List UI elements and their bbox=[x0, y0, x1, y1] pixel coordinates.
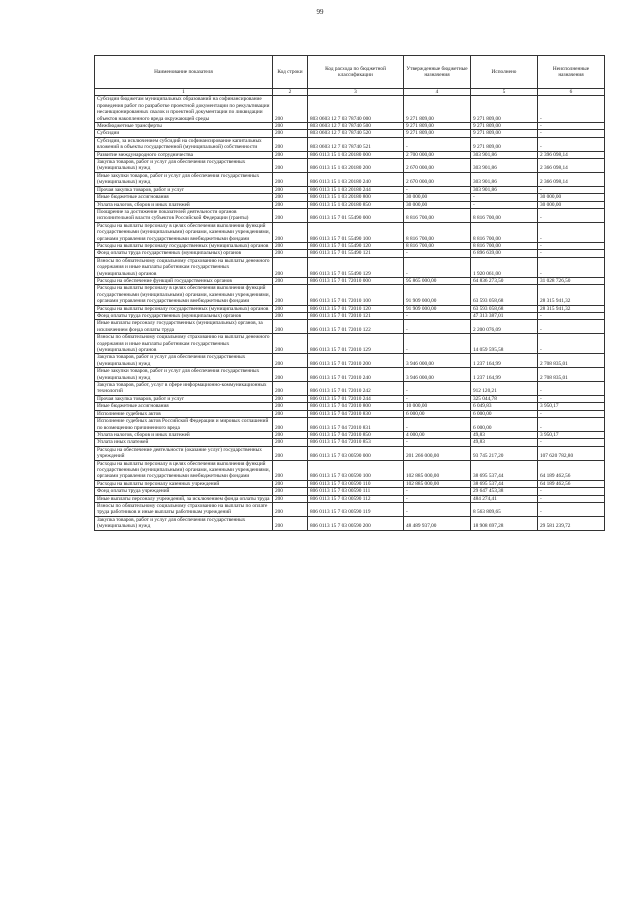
row-approved: - bbox=[404, 313, 471, 320]
row-name: Прочая закупка товаров, работ и услуг bbox=[95, 395, 273, 402]
table-row bbox=[95, 418, 605, 432]
row-unexecuted: - bbox=[538, 137, 605, 151]
row-approved: 3 946 000,00 bbox=[404, 354, 471, 368]
row-unexecuted: - bbox=[538, 313, 605, 320]
row-approved: 201 266 000,00 bbox=[404, 446, 471, 460]
table-row bbox=[95, 354, 605, 368]
row-line-code: 200 bbox=[273, 137, 308, 151]
row-executed: 63 593 058,68 bbox=[471, 305, 538, 312]
row-name: Прочая закупка товаров, работ и услуг bbox=[95, 186, 273, 193]
row-name: Расходы на выплаты персоналу казенных учреждений bbox=[95, 480, 273, 487]
row-line-code: 200 bbox=[273, 305, 308, 312]
row-unexecuted: 3 950,17 bbox=[538, 403, 605, 410]
table-row bbox=[95, 172, 605, 186]
row-name: Закупка товаров, работ и услуг для обеспечения государственных (муниципальных) нужд bbox=[95, 354, 273, 368]
row-unexecuted: - bbox=[538, 334, 605, 354]
row-expense-code: 806 0113 15 7 01 55490 129 bbox=[308, 257, 404, 277]
row-unexecuted: - bbox=[538, 130, 605, 137]
row-approved: - bbox=[404, 137, 471, 151]
table-row bbox=[95, 516, 605, 530]
row-unexecuted: - bbox=[538, 488, 605, 495]
row-approved: - bbox=[404, 320, 471, 334]
row-line-code: 200 bbox=[273, 250, 308, 257]
row-expense-code: 806 0113 15 7 01 72010 100 bbox=[308, 285, 404, 305]
row-line-code: 200 bbox=[273, 151, 308, 158]
row-line-code: 200 bbox=[273, 395, 308, 402]
row-approved: 102 885 000,00 bbox=[404, 460, 471, 480]
row-expense-code: 806 0113 15 7 01 72010 244 bbox=[308, 395, 404, 402]
table-row bbox=[95, 480, 605, 487]
row-name: Расходы на обеспечение функций государственных органов bbox=[95, 277, 273, 284]
row-executed: 93 745 217,20 bbox=[471, 446, 538, 460]
row-name: Иные закупки товаров, работ и услуг для обеспечения государственных (муниципальных) нужд bbox=[95, 172, 273, 186]
row-unexecuted: - bbox=[538, 250, 605, 257]
row-name: Расходы на выплаты персоналу в целях обеспечения выполнения функций государственными (муниципальными) органами, казенными учреждениями, органами управления государственными внебюджетными фондами bbox=[95, 460, 273, 480]
row-name: Иные выплаты персоналу государственных (муниципальных) органов, за исключением фонда оплаты труда bbox=[95, 320, 273, 334]
column-number: 5 bbox=[471, 89, 538, 96]
row-expense-code: 806 0113 15 7 01 72010 129 bbox=[308, 334, 404, 354]
row-executed: 38 695 537,44 bbox=[471, 460, 538, 480]
row-expense-code: 806 0113 15 7 01 55490 100 bbox=[308, 222, 404, 242]
row-approved: 9 271 809,00 bbox=[404, 123, 471, 130]
row-approved: 8 816 700,00 bbox=[404, 208, 471, 222]
table-row bbox=[95, 460, 605, 480]
table-row bbox=[95, 488, 605, 495]
row-line-code: 200 bbox=[273, 431, 308, 438]
table-row bbox=[95, 201, 605, 208]
table-row bbox=[95, 395, 605, 402]
row-expense-code: 806 0113 15 7 01 55490 120 bbox=[308, 242, 404, 249]
row-expense-code: 803 0603 12 7 03 78740 500 bbox=[308, 123, 404, 130]
row-unexecuted: - bbox=[538, 502, 605, 516]
row-unexecuted: - bbox=[538, 257, 605, 277]
table-row bbox=[95, 285, 605, 305]
row-line-code: 200 bbox=[273, 480, 308, 487]
row-unexecuted: - bbox=[538, 418, 605, 432]
row-unexecuted: - bbox=[538, 96, 605, 123]
row-executed: 6 000,00 bbox=[471, 418, 538, 432]
table-row bbox=[95, 502, 605, 516]
table-row bbox=[95, 96, 605, 123]
row-expense-code: 806 0113 15 7 03 00590 200 bbox=[308, 516, 404, 530]
row-line-code: 200 bbox=[273, 130, 308, 137]
column-number-row bbox=[95, 89, 605, 96]
row-executed: 1 237 164,99 bbox=[471, 368, 538, 382]
row-unexecuted: - bbox=[538, 123, 605, 130]
row-executed: 9 271 809,00 bbox=[471, 96, 538, 123]
row-name: Уплата налогов, сборов и иных платежей bbox=[95, 201, 273, 208]
header-approved: Утвержденные бюджетные назначения bbox=[404, 56, 471, 89]
row-line-code: 200 bbox=[273, 242, 308, 249]
row-approved: - bbox=[404, 495, 471, 502]
row-unexecuted: 29 581 239,72 bbox=[538, 516, 605, 530]
table-row bbox=[95, 403, 605, 410]
row-executed: 6 000,00 bbox=[471, 410, 538, 417]
table-row bbox=[95, 250, 605, 257]
header-line-code: Код строки bbox=[273, 56, 308, 89]
header-expense-code: Код расхода по бюджетной классификации bbox=[308, 56, 404, 89]
row-line-code: 200 bbox=[273, 418, 308, 432]
row-unexecuted: 64 189 462,56 bbox=[538, 460, 605, 480]
row-approved: - bbox=[404, 502, 471, 516]
row-line-code: 200 bbox=[273, 502, 308, 516]
row-name: Иные бюджетные ассигнования bbox=[95, 403, 273, 410]
table-row bbox=[95, 151, 605, 158]
row-executed: 8 816 700,00 bbox=[471, 222, 538, 242]
row-approved: 102 885 000,00 bbox=[404, 480, 471, 487]
row-approved: 91 909 000,00 bbox=[404, 285, 471, 305]
row-unexecuted: - bbox=[538, 495, 605, 502]
row-expense-code: 806 0113 15 7 01 72010 242 bbox=[308, 382, 404, 396]
row-name: Иные закупки товаров, работ и услуг для обеспечения государственных (муниципальных) нужд bbox=[95, 368, 273, 382]
row-line-code: 200 bbox=[273, 439, 308, 446]
row-unexecuted: - bbox=[538, 410, 605, 417]
row-executed: 912 120,21 bbox=[471, 382, 538, 396]
row-line-code: 200 bbox=[273, 277, 308, 284]
row-line-code: 200 bbox=[273, 96, 308, 123]
table-row bbox=[95, 320, 605, 334]
row-line-code: 200 bbox=[273, 222, 308, 242]
row-executed: 9 271 809,00 bbox=[471, 123, 538, 130]
row-name: Иные бюджетные ассигнования bbox=[95, 194, 273, 201]
row-approved: - bbox=[404, 382, 471, 396]
row-approved: 8 816 700,00 bbox=[404, 242, 471, 249]
row-executed: 38 695 537,44 bbox=[471, 480, 538, 487]
row-unexecuted: 107 620 782,80 bbox=[538, 446, 605, 460]
row-executed: 49,83 bbox=[471, 431, 538, 438]
row-executed: 8 563 809,65 bbox=[471, 502, 538, 516]
table-row bbox=[95, 382, 605, 396]
row-executed: 6 049,83 bbox=[471, 403, 538, 410]
row-approved: - bbox=[404, 439, 471, 446]
table-row bbox=[95, 313, 605, 320]
row-unexecuted: 2 396 098,14 bbox=[538, 151, 605, 158]
row-approved: - bbox=[404, 250, 471, 257]
row-executed: 18 908 697,28 bbox=[471, 516, 538, 530]
row-executed: - bbox=[471, 194, 538, 201]
row-name: Расходы на выплаты персоналу в целях обеспечения выполнения функций государственными (муниципальными) органами, казенными учреждениями, органами управления государственными внебюджетными фондами bbox=[95, 285, 273, 305]
row-line-code: 200 bbox=[273, 354, 308, 368]
table-row bbox=[95, 334, 605, 354]
row-name: Уплата налогов, сборов и иных платежей bbox=[95, 431, 273, 438]
row-expense-code: 806 0113 15 7 01 72010 120 bbox=[308, 305, 404, 312]
table-row bbox=[95, 222, 605, 242]
table-row bbox=[95, 242, 605, 249]
row-expense-code: 806 0113 15 1 03 20180 800 bbox=[308, 194, 404, 201]
row-expense-code: 806 0113 15 7 03 00590 000 bbox=[308, 446, 404, 460]
row-approved: 30 000,00 bbox=[404, 201, 471, 208]
row-line-code: 200 bbox=[273, 320, 308, 334]
row-name: Исполнение судебных актов bbox=[95, 410, 273, 417]
table-row bbox=[95, 194, 605, 201]
row-expense-code: 806 0113 15 7 01 72010 000 bbox=[308, 277, 404, 284]
row-unexecuted: 28 315 941,32 bbox=[538, 285, 605, 305]
row-name: Поощрение за достижение показателей деятельности органов исполнительной власти субъектов Российской Федерации (гранты) bbox=[95, 208, 273, 222]
row-expense-code: 806 0113 15 1 03 20180 240 bbox=[308, 172, 404, 186]
row-line-code: 200 bbox=[273, 334, 308, 354]
row-expense-code: 803 0603 12 7 03 78740 521 bbox=[308, 137, 404, 151]
row-unexecuted: 64 189 462,56 bbox=[538, 480, 605, 487]
row-line-code: 200 bbox=[273, 488, 308, 495]
row-executed: 14 059 595,58 bbox=[471, 334, 538, 354]
row-executed: 8 816 700,00 bbox=[471, 208, 538, 222]
row-unexecuted: - bbox=[538, 382, 605, 396]
row-approved: - bbox=[404, 334, 471, 354]
header-row bbox=[95, 56, 605, 89]
table-row bbox=[95, 446, 605, 460]
row-approved: - bbox=[404, 418, 471, 432]
row-executed: 6 896 639,00 bbox=[471, 250, 538, 257]
row-unexecuted: 2 366 098,14 bbox=[538, 172, 605, 186]
row-unexecuted: 2 366 098,14 bbox=[538, 159, 605, 173]
row-approved: 9 271 809,00 bbox=[404, 96, 471, 123]
row-expense-code: 806 0113 15 7 01 55490 000 bbox=[308, 208, 404, 222]
row-unexecuted: 2 708 835,01 bbox=[538, 368, 605, 382]
row-approved: 48 489 937,00 bbox=[404, 516, 471, 530]
row-executed: 303 901,86 bbox=[471, 151, 538, 158]
row-expense-code: 806 0113 15 7 01 72010 240 bbox=[308, 368, 404, 382]
row-approved: - bbox=[404, 488, 471, 495]
row-line-code: 200 bbox=[273, 186, 308, 193]
row-expense-code: 806 0113 15 1 03 20180 244 bbox=[308, 186, 404, 193]
row-executed: 484 274,41 bbox=[471, 495, 538, 502]
row-expense-code: 806 0113 15 7 03 00590 100 bbox=[308, 460, 404, 480]
row-line-code: 200 bbox=[273, 495, 308, 502]
row-executed: 63 593 058,68 bbox=[471, 285, 538, 305]
row-unexecuted: 30 000,00 bbox=[538, 194, 605, 201]
row-line-code: 200 bbox=[273, 516, 308, 530]
row-approved: 2 670 000,00 bbox=[404, 159, 471, 173]
header-unexecuted: Неисполненные назначения bbox=[538, 56, 605, 89]
row-approved: - bbox=[404, 257, 471, 277]
row-expense-code: 806 0113 15 7 03 00590 110 bbox=[308, 480, 404, 487]
table-row bbox=[95, 495, 605, 502]
row-name: Взносы по обязательному социальному страхованию на выплаты по оплате труда работников и иные выплаты работникам учреждений bbox=[95, 502, 273, 516]
row-expense-code: 806 0113 15 7 01 72010 122 bbox=[308, 320, 404, 334]
row-expense-code: 806 0113 15 1 03 20180 850 bbox=[308, 201, 404, 208]
row-name: Субсидии, за исключением субсидий на софинансирование капитальных вложений в объекты государственной (муниципальной) собственности bbox=[95, 137, 273, 151]
row-line-code: 200 bbox=[273, 194, 308, 201]
table-row bbox=[95, 159, 605, 173]
row-name: Закупка товаров, работ и услуг для обеспечения государственных (муниципальных) нужд bbox=[95, 159, 273, 173]
row-name: Исполнение судебных актов Российской Федерации и мировых соглашений по возмещению причиненного вреда bbox=[95, 418, 273, 432]
header-executed: Исполнено bbox=[471, 56, 538, 89]
row-approved: 4 000,00 bbox=[404, 431, 471, 438]
row-name: Фонд оплаты труда государственных (муниципальных) органов bbox=[95, 250, 273, 257]
row-unexecuted: 3 950,17 bbox=[538, 431, 605, 438]
row-line-code: 200 bbox=[273, 446, 308, 460]
table-row bbox=[95, 305, 605, 312]
row-name: Закупка товаров, работ и услуг для обеспечения государственных (муниципальных) нужд bbox=[95, 516, 273, 530]
row-executed: 64 836 273,50 bbox=[471, 277, 538, 284]
row-line-code: 200 bbox=[273, 382, 308, 396]
row-name: Уплата иных платежей bbox=[95, 439, 273, 446]
row-expense-code: 806 0113 15 7 04 72010 853 bbox=[308, 439, 404, 446]
row-approved: - bbox=[404, 395, 471, 402]
row-name: Иные выплаты персоналу учреждений, за исключением фонда оплаты труда bbox=[95, 495, 273, 502]
row-expense-code: 806 0113 15 7 04 72010 800 bbox=[308, 403, 404, 410]
row-name: Расходы на выплаты персоналу государственных (муниципальных) органов bbox=[95, 242, 273, 249]
row-unexecuted: - bbox=[538, 208, 605, 222]
row-name: Закупка товаров, работ, услуг в сфере информационно-коммуникационных технологий bbox=[95, 382, 273, 396]
column-number: 4 bbox=[404, 89, 471, 96]
row-expense-code: 806 0113 15 7 04 72010 830 bbox=[308, 410, 404, 417]
row-name: Взносы по обязательному социальному страхованию на выплаты денежного содержания и иные выплаты работникам государственных (муниципальных) органов bbox=[95, 257, 273, 277]
row-executed: 303 901,86 bbox=[471, 172, 538, 186]
row-approved: - bbox=[404, 186, 471, 193]
column-number: 2 bbox=[273, 89, 308, 96]
row-expense-code: 806 0113 15 7 03 00590 112 bbox=[308, 495, 404, 502]
row-unexecuted: - bbox=[538, 320, 605, 334]
row-executed: - bbox=[471, 201, 538, 208]
row-line-code: 200 bbox=[273, 123, 308, 130]
row-executed: 1 237 164,99 bbox=[471, 354, 538, 368]
row-name: Межбюджетные трансферты bbox=[95, 123, 273, 130]
row-expense-code: 806 0113 15 7 01 72010 121 bbox=[308, 313, 404, 320]
table-row bbox=[95, 431, 605, 438]
row-line-code: 200 bbox=[273, 368, 308, 382]
row-unexecuted: 28 315 941,32 bbox=[538, 305, 605, 312]
row-line-code: 200 bbox=[273, 201, 308, 208]
row-line-code: 200 bbox=[273, 410, 308, 417]
header-indicator-name: Наименование показателя bbox=[95, 56, 273, 89]
row-line-code: 200 bbox=[273, 403, 308, 410]
row-unexecuted: - bbox=[538, 186, 605, 193]
row-executed: 49,83 bbox=[471, 439, 538, 446]
row-expense-code: 806 0113 15 1 03 20180 000 bbox=[308, 151, 404, 158]
row-executed: 325 044,78 bbox=[471, 395, 538, 402]
row-approved: 2 670 000,00 bbox=[404, 172, 471, 186]
row-approved: 95 865 000,00 bbox=[404, 277, 471, 284]
row-line-code: 200 bbox=[273, 460, 308, 480]
row-approved: 30 000,00 bbox=[404, 194, 471, 201]
row-approved: 3 946 000,00 bbox=[404, 368, 471, 382]
row-expense-code: 803 0603 12 7 03 78740 520 bbox=[308, 130, 404, 137]
row-executed: 2 200 076,09 bbox=[471, 320, 538, 334]
table-row bbox=[95, 368, 605, 382]
row-approved: 6 000,00 bbox=[404, 410, 471, 417]
table-row bbox=[95, 439, 605, 446]
row-name: Фонд оплаты труда учреждений bbox=[95, 488, 273, 495]
row-expense-code: 806 0113 15 7 04 72010 850 bbox=[308, 431, 404, 438]
row-unexecuted: - bbox=[538, 395, 605, 402]
row-executed: 9 271 809,00 bbox=[471, 137, 538, 151]
row-approved: 91 909 000,00 bbox=[404, 305, 471, 312]
row-executed: 29 647 453,38 bbox=[471, 488, 538, 495]
row-name: Расходы на выплаты персоналу в целях обеспечения выполнения функций государственными (муниципальными) органами, казенными учреждениями, органами управления государственными внебюджетными фондами bbox=[95, 222, 273, 242]
row-executed: 8 816 700,00 bbox=[471, 242, 538, 249]
row-expense-code: 803 0603 12 7 03 78740 000 bbox=[308, 96, 404, 123]
table-row bbox=[95, 208, 605, 222]
row-expense-code: 806 0113 15 7 01 72010 200 bbox=[308, 354, 404, 368]
row-approved: 2 700 000,00 bbox=[404, 151, 471, 158]
page-number: 99 bbox=[316, 8, 324, 16]
row-unexecuted: - bbox=[538, 222, 605, 242]
column-number: 6 bbox=[538, 89, 605, 96]
table-row bbox=[95, 186, 605, 193]
row-executed: 303 901,86 bbox=[471, 159, 538, 173]
row-unexecuted: - bbox=[538, 439, 605, 446]
row-executed: 303 901,86 bbox=[471, 186, 538, 193]
row-expense-code: 806 0113 15 7 01 55490 121 bbox=[308, 250, 404, 257]
row-expense-code: 806 0113 15 7 04 72010 831 bbox=[308, 418, 404, 432]
row-approved: 10 000,00 bbox=[404, 403, 471, 410]
row-unexecuted: - bbox=[538, 242, 605, 249]
table-row bbox=[95, 257, 605, 277]
table-row bbox=[95, 137, 605, 151]
row-line-code: 200 bbox=[273, 208, 308, 222]
row-line-code: 200 bbox=[273, 285, 308, 305]
row-approved: 9 271 809,00 bbox=[404, 130, 471, 137]
row-name: Субсидии бюджетам муниципальных образований на софинансирование проведения работ по разработке проектной документации по рекультивации несанкционированных свалок и проектной документации по ликвидации объектов накопленного вреда окружающей среды bbox=[95, 96, 273, 123]
row-unexecuted: 2 708 835,01 bbox=[538, 354, 605, 368]
table-body bbox=[95, 96, 605, 530]
table-row bbox=[95, 123, 605, 130]
column-number: 3 bbox=[308, 89, 404, 96]
row-name: Развитие международного сотрудничества bbox=[95, 151, 273, 158]
table-row bbox=[95, 130, 605, 137]
row-expense-code: 806 0113 15 7 03 00590 119 bbox=[308, 502, 404, 516]
column-number: 1 bbox=[95, 89, 273, 96]
row-line-code: 200 bbox=[273, 257, 308, 277]
row-name: Расходы на обеспечение деятельности (оказание услуг) государственных учреждений bbox=[95, 446, 273, 460]
table-row bbox=[95, 277, 605, 284]
row-line-code: 200 bbox=[273, 313, 308, 320]
table-row bbox=[95, 410, 605, 417]
row-name: Фонд оплаты труда государственных (муниципальных) органов bbox=[95, 313, 273, 320]
row-executed: 9 271 809,00 bbox=[471, 130, 538, 137]
row-line-code: 200 bbox=[273, 172, 308, 186]
row-expense-code: 806 0113 15 7 03 00590 111 bbox=[308, 488, 404, 495]
row-executed: 1 920 061,00 bbox=[471, 257, 538, 277]
row-unexecuted: 31 028 726,50 bbox=[538, 277, 605, 284]
row-line-code: 200 bbox=[273, 159, 308, 173]
row-executed: 47 313 387,01 bbox=[471, 313, 538, 320]
budget-execution-table bbox=[94, 55, 605, 531]
row-name: Субсидии bbox=[95, 130, 273, 137]
row-name: Расходы на выплаты персоналу государственных (муниципальных) органов bbox=[95, 305, 273, 312]
row-name: Взносы по обязательному социальному страхованию на выплаты денежного содержания и иные выплаты работникам государственных (муниципальных) органов bbox=[95, 334, 273, 354]
row-expense-code: 806 0113 15 1 03 20180 200 bbox=[308, 159, 404, 173]
row-unexecuted: 30 000,00 bbox=[538, 201, 605, 208]
row-approved: 8 816 700,00 bbox=[404, 222, 471, 242]
